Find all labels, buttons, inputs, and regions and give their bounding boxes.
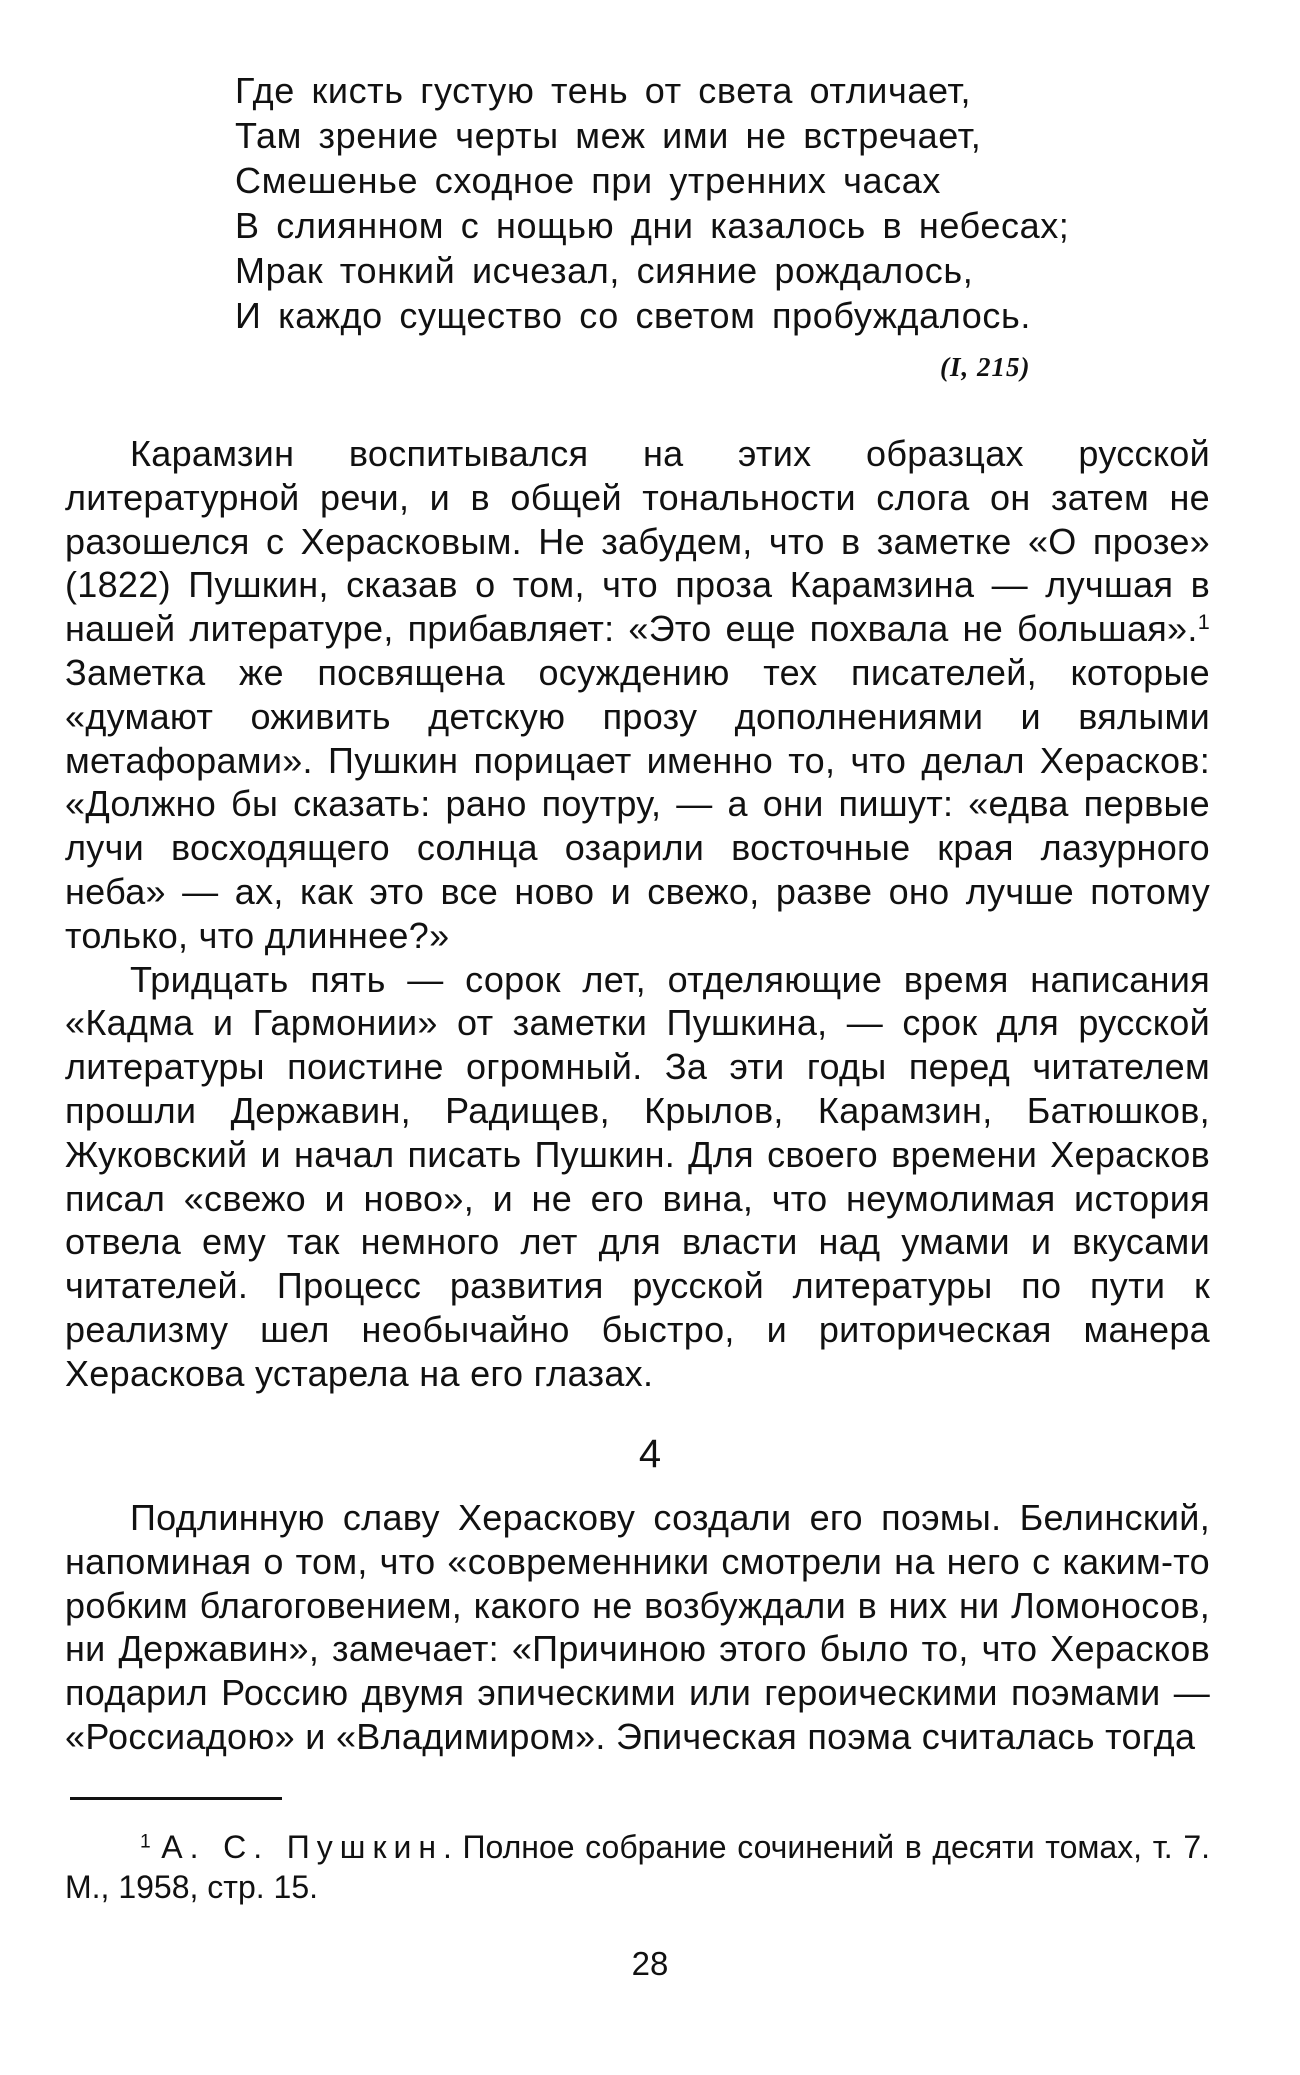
paragraph	[65, 432, 1210, 958]
poem-line: Где кисть густую тень от света отличает,	[235, 70, 972, 111]
footnote-divider	[70, 1797, 282, 1800]
paragraph: Подлинную славу Хераскову создали его поэмы. Белинский, напоминая о том, что «современники смотрели на него с каким-то робким благоговением, какого не возбуждали в них ни Ломоносов, ни Державин», замечает: «Причиною этого было то, что Херасков подарил Россию двумя эпическими или героическими поэмами — «Россиадою» и «Владимиром». Эпическая поэма считалась тогда	[65, 1497, 1210, 1757]
paragraph-text: Заметка же посвящена осуждению тех писателей, которые «думают оживить детскую прозу дополнениями и вялыми метафорами». Пушкин порицает именно то, что делал Херасков: «Должно бы сказать: рано поутру, — а они пишут: «едва первые лучи восходящего солнца озарили восточные края лазурного неба» — ах, как это все ново и свежо, разве оно лучше потому только, что длиннее?»	[65, 651, 1210, 956]
paragraph: Тридцать пять — сорок лет, отделяющие время написания «Кадма и Гармонии» от заметки Пушкина, — срок для русской литературы поистине огромный. За эти годы перед читателем прошли Державин, Радищев, Крылов, Карамзин, Батюшков, Жуковский и начал писать Пушкин. Для своего времени Херасков писал «свежо и ново», и не его вина, что неумолимая история отвела ему так немного лет для власти над умами и вкусами читателей. Процесс развития русской литературы по пути к реализму шел необычайно быстро, и риторическая манера Хераскова устарела на его глазах.	[65, 958, 1210, 1394]
footnote-text: . Полное собрание сочинений в десяти томах, т. 7. М., 1958, стр. 15.	[65, 1829, 1211, 1905]
poem-line: Смешенье сходное при утренних часах	[235, 160, 941, 201]
paragraph-text: Карамзин воспитывался на этих образцах русской литературной речи, и в общей тональности слога он затем не разошелся с Херасковым. Не забудем, что в заметке «О прозе» (1822) Пушкин, сказав о том, что проза Карамзина — лучшая в нашей литературе, прибавляет: «Это еще похвала не большая».	[65, 433, 1210, 650]
section-number: 4	[638, 1432, 662, 1476]
footnote-mark: 1	[140, 1831, 151, 1853]
poem-line: И каждо существо со светом пробуждалось.	[235, 295, 1031, 336]
footnote-author: А. С. Пушкин	[161, 1829, 443, 1865]
footnote-reference: 1	[1197, 609, 1210, 635]
poem-quote	[235, 68, 1115, 338]
body-text-section-3	[65, 432, 1210, 1396]
poem-line: Там зрение черты меж ими не встречает,	[235, 115, 982, 156]
poem-citation: (I, 215)	[940, 352, 1031, 382]
poem-line: Мрак тонкий исчезал, сияние рождалось,	[235, 250, 974, 291]
body-text-section-4	[65, 1496, 1210, 1759]
page-number: 28	[631, 1945, 669, 1982]
footnote	[65, 1827, 1210, 1907]
poem-line: В слиянном с нощью дни казалось в небесах;	[235, 205, 1070, 246]
